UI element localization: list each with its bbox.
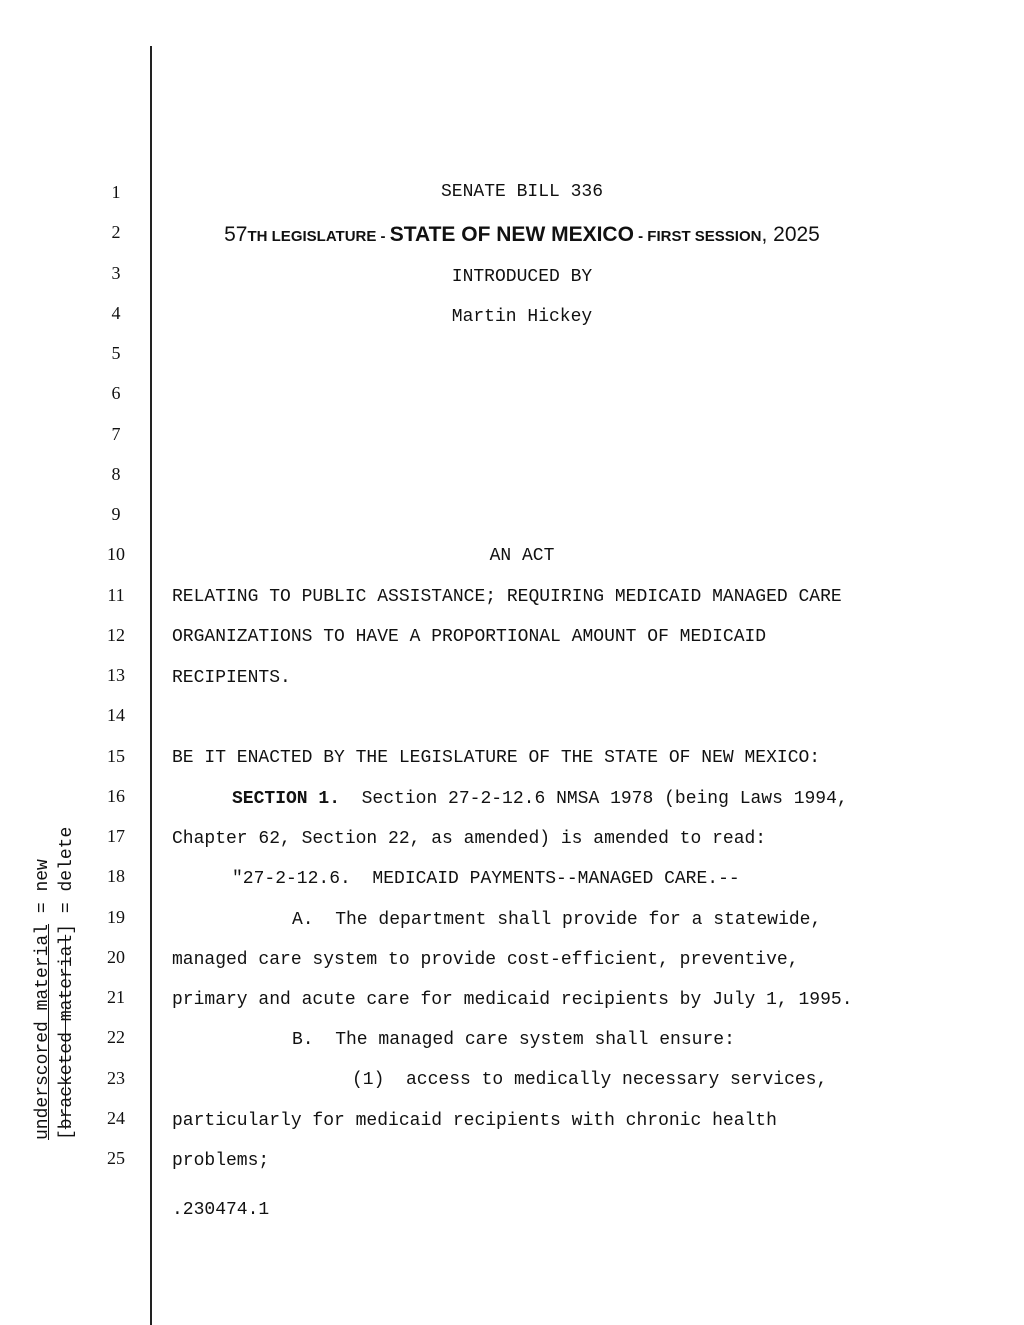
line-number: 22 <box>107 1027 125 1048</box>
legend-delete <box>57 827 77 1140</box>
body-line-22: B. The managed care system shall ensure: <box>292 1030 735 1050</box>
session-state: STATE OF NEW MEXICO <box>389 223 634 246</box>
line-number: 24 <box>107 1107 125 1128</box>
body-line-20: managed care system to provide cost-efficient, preventive, <box>172 950 799 970</box>
title-line-13: RECIPIENTS. <box>172 668 291 688</box>
line-number: 6 <box>111 383 121 404</box>
line-number: 9 <box>111 504 121 524</box>
legend-new <box>33 859 53 1140</box>
session-year: , 2025 <box>761 223 820 246</box>
line-number: 7 <box>111 423 121 444</box>
section-1-line <box>232 788 848 810</box>
line-number: 19 <box>107 906 125 927</box>
line-number: 16 <box>107 785 125 806</box>
margin-rule <box>150 46 152 1325</box>
line-number: 17 <box>107 826 125 846</box>
line-number: 20 <box>107 946 125 967</box>
body-line-21: primary and acute care for medicaid recipients by July 1, 1995. <box>172 990 853 1010</box>
section-1-text: Section 27-2-12.6 NMSA 1978 (being Laws 1994, <box>340 789 848 809</box>
line-number: 14 <box>107 705 125 726</box>
bill-number: SENATE BILL 336 <box>440 182 604 202</box>
line-number: 12 <box>107 624 125 645</box>
body-line-18: "27-2-12.6. MEDICAID PAYMENTS--MANAGED CARE.-- <box>232 869 740 889</box>
line-number: 5 <box>111 343 121 363</box>
line-number: 3 <box>111 262 121 283</box>
title-line-11: RELATING TO PUBLIC ASSISTANCE; REQUIRING MEDICAID MANAGED CARE <box>172 587 842 607</box>
introduced-by: INTRODUCED BY <box>451 267 593 287</box>
line-number: 13 <box>107 665 125 685</box>
line-number: 4 <box>111 302 121 323</box>
legend-eq-new: = new <box>33 859 53 924</box>
legend-bracketed: bracketed material <box>57 934 77 1130</box>
body-line-17: Chapter 62, Section 22, as amended) is amended to read: <box>172 829 767 849</box>
session-heading <box>172 222 872 250</box>
session-ordinal: 57 <box>224 223 248 246</box>
sponsor-name: Martin Hickey <box>451 307 593 327</box>
body-line-19: A. The department shall provide for a statewide, <box>292 910 822 930</box>
section-1-label: SECTION 1. <box>232 789 341 809</box>
line-number: 11 <box>107 584 125 605</box>
line-number: 1 <box>111 182 121 202</box>
line-number: 25 <box>107 1148 125 1168</box>
session-sep-1: - <box>376 228 390 245</box>
legend-underscored: underscored material <box>33 923 53 1140</box>
line-number: 2 <box>111 222 121 243</box>
legend-bracket-open: [ <box>57 1129 77 1140</box>
title-line-12: ORGANIZATIONS TO HAVE A PROPORTIONAL AMOUNT OF MEDICAID <box>172 627 767 647</box>
legend-bracket-close: ] <box>57 923 77 935</box>
line-number: 10 <box>107 544 125 565</box>
legend-eq-delete: = delete <box>57 826 77 924</box>
body-line-25: problems; <box>172 1151 270 1171</box>
session-first: FIRST SESSION <box>647 228 762 245</box>
line-number: 23 <box>107 1067 125 1088</box>
session-legislature: TH LEGISLATURE <box>247 228 377 245</box>
line-number: 21 <box>107 987 125 1007</box>
line-number: 15 <box>107 745 125 766</box>
session-sep-2: - <box>633 228 648 245</box>
line-number: 8 <box>111 463 121 484</box>
body-line-24: particularly for medicaid recipients with chronic health <box>172 1111 777 1131</box>
enacting-clause: BE IT ENACTED BY THE LEGISLATURE OF THE STATE OF NEW MEXICO: <box>172 748 821 768</box>
line-number: 18 <box>107 866 125 887</box>
bill-code: .230474.1 <box>172 1200 270 1220</box>
body-line-23: (1) access to medically necessary services, <box>352 1070 828 1090</box>
act-title: AN ACT <box>489 546 555 566</box>
